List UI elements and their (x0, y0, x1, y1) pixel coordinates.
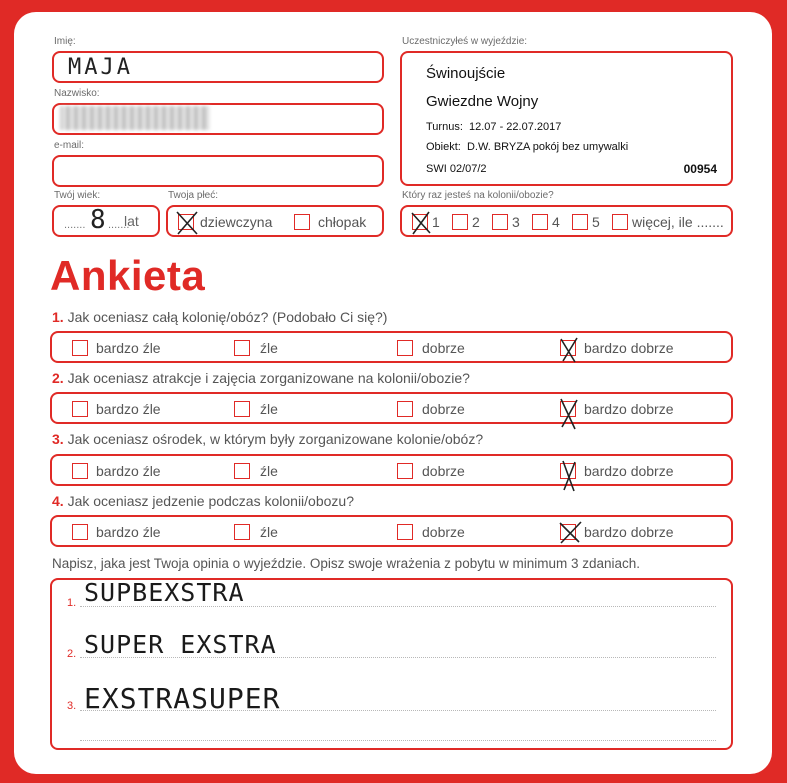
rating-2-label-very-bad: bardzo źle (96, 401, 161, 417)
rating-1-label-bad: źle (260, 340, 278, 356)
rating-2-checkbox-very-good[interactable] (560, 401, 576, 417)
question-3 (52, 431, 483, 447)
rating-2-checkbox-good[interactable] (397, 401, 413, 417)
times-field (400, 205, 733, 237)
check-mark-icon (557, 520, 583, 546)
question-text: Jak oceniasz ośrodek, w którym były zorganizowane kolonie/obóz? (67, 431, 484, 447)
rating-2-checkbox-bad[interactable] (234, 401, 250, 417)
rating-row-4 (50, 515, 733, 547)
times-option-more: więcej, ile ....... (632, 214, 724, 230)
rating-4-checkbox-good[interactable] (397, 524, 413, 540)
check-mark-icon (557, 336, 581, 364)
question-text: Jak oceniasz atrakcje i zajęcia zorganizowane na kolonii/obozie? (67, 370, 470, 386)
gender-option-girl: dziewczyna (200, 214, 273, 230)
gender-checkbox-girl[interactable] (178, 214, 194, 230)
check-mark-icon (557, 397, 581, 431)
age-field[interactable] (52, 205, 160, 237)
rating-row-2 (50, 392, 733, 424)
question-number: 1. (52, 309, 64, 325)
rating-3-checkbox-very-bad[interactable] (72, 463, 88, 479)
times-checkbox-1[interactable] (412, 214, 428, 230)
trip-theme: Gwiezdne Wojny (426, 93, 539, 110)
rating-4-label-very-bad: bardzo źle (96, 524, 161, 540)
name-value: MAJA (68, 55, 133, 80)
surname-label: Nazwisko: (54, 88, 100, 99)
check-mark-icon (409, 210, 433, 236)
name-label: Imię: (54, 36, 76, 47)
times-checkbox-3[interactable] (492, 214, 508, 230)
rating-4-label-very-good: bardzo dobrze (584, 524, 674, 540)
email-field[interactable] (52, 155, 384, 187)
rating-1-checkbox-very-good[interactable] (560, 340, 576, 356)
question-1 (52, 309, 387, 325)
age-dots: ....... (64, 219, 86, 231)
rating-1-checkbox-bad[interactable] (234, 340, 250, 356)
rating-2-label-bad: źle (260, 401, 278, 417)
rating-1-checkbox-very-bad[interactable] (72, 340, 88, 356)
times-checkbox-2[interactable] (452, 214, 468, 230)
times-option-4: 4 (552, 214, 560, 230)
rating-3-checkbox-good[interactable] (397, 463, 413, 479)
age-dots-2: ....... (108, 219, 130, 231)
question-text: Jak oceniasz całą kolonię/obóz? (Podobało Ci się?) (67, 309, 388, 325)
rating-2-label-very-good: bardzo dobrze (584, 401, 674, 417)
rating-3-checkbox-bad[interactable] (234, 463, 250, 479)
trip-obiekt: Obiekt: D.W. BRYZA pokój bez umywalki (426, 141, 629, 153)
age-value: 8 (90, 205, 106, 235)
times-option-1: 1 (432, 214, 440, 230)
trip-turnus: Turnus: 12.07 - 22.07.2017 (426, 121, 562, 133)
opinion-prompt: Napisz, jaka jest Twoja opinia o wyjeździe. Opisz swoje wrażenia z pobytu w minimum 3 zdaniach. (52, 556, 641, 571)
answer-number-3: 3. (67, 700, 77, 712)
answer-line-2 (80, 657, 716, 658)
times-checkbox-more[interactable] (612, 214, 628, 230)
times-option-3: 3 (512, 214, 520, 230)
question-2 (52, 370, 470, 386)
trip-info-box (400, 51, 733, 186)
rating-3-label-good: dobrze (422, 463, 465, 479)
question-number: 2. (52, 370, 64, 386)
rating-3-label-very-bad: bardzo źle (96, 463, 161, 479)
trip-label: Uczestniczyłeś w wyjeździe: (402, 36, 528, 47)
trip-place: Świnoujście (426, 65, 506, 82)
rating-1-label-good: dobrze (422, 340, 465, 356)
answer-line-4 (80, 740, 716, 741)
times-checkbox-5[interactable] (572, 214, 588, 230)
rating-4-label-good: dobrze (422, 524, 465, 540)
check-mark-icon (175, 210, 199, 236)
rating-3-checkbox-very-good[interactable] (560, 463, 576, 479)
question-number: 3. (52, 431, 64, 447)
rating-row-1 (50, 331, 733, 363)
answer-number-2: 2. (67, 648, 77, 660)
answer-line-3 (80, 710, 716, 711)
answer-text-1: SUPBEXSTRA (84, 578, 245, 607)
age-label: Twój wiek: (54, 190, 101, 201)
rating-1-label-very-bad: bardzo źle (96, 340, 161, 356)
answer-number-1: 1. (67, 597, 77, 609)
times-checkbox-4[interactable] (532, 214, 548, 230)
question-4 (52, 493, 354, 509)
rating-3-label-bad: źle (260, 463, 278, 479)
answer-text-2: SUPER EXSTRA (84, 630, 277, 659)
age-unit: lat (124, 213, 139, 229)
times-label: Który raz jesteś na kolonii/obozie? (402, 190, 554, 201)
rating-3-label-very-good: bardzo dobrze (584, 463, 674, 479)
answer-line-1 (80, 606, 716, 607)
times-option-2: 2 (472, 214, 480, 230)
gender-field (166, 205, 384, 237)
name-field[interactable] (52, 51, 384, 83)
rating-4-checkbox-very-bad[interactable] (72, 524, 88, 540)
rating-4-label-bad: źle (260, 524, 278, 540)
check-mark-icon (557, 459, 581, 493)
survey-title: Ankieta (50, 252, 206, 299)
answer-text-3: EXSTRASUPER (84, 682, 281, 715)
question-text: Jak oceniasz jedzenie podczas kolonii/obozu? (67, 493, 354, 509)
rating-1-checkbox-good[interactable] (397, 340, 413, 356)
rating-2-checkbox-very-bad[interactable] (72, 401, 88, 417)
times-option-5: 5 (592, 214, 600, 230)
rating-2-label-good: dobrze (422, 401, 465, 417)
rating-4-checkbox-bad[interactable] (234, 524, 250, 540)
gender-label: Twoja płeć: (168, 190, 219, 201)
rating-row-3 (50, 454, 733, 486)
email-label: e-mail: (54, 140, 85, 151)
gender-option-boy: chłopak (318, 214, 367, 230)
trip-number: 00954 (683, 162, 717, 176)
rating-4-checkbox-very-good[interactable] (560, 524, 576, 540)
rating-1-label-very-good: bardzo dobrze (584, 340, 674, 356)
redacted-surname (60, 106, 210, 130)
question-number: 4. (52, 493, 64, 509)
trip-code: SWI 02/07/2 (426, 163, 487, 175)
gender-checkbox-boy[interactable] (294, 214, 310, 230)
